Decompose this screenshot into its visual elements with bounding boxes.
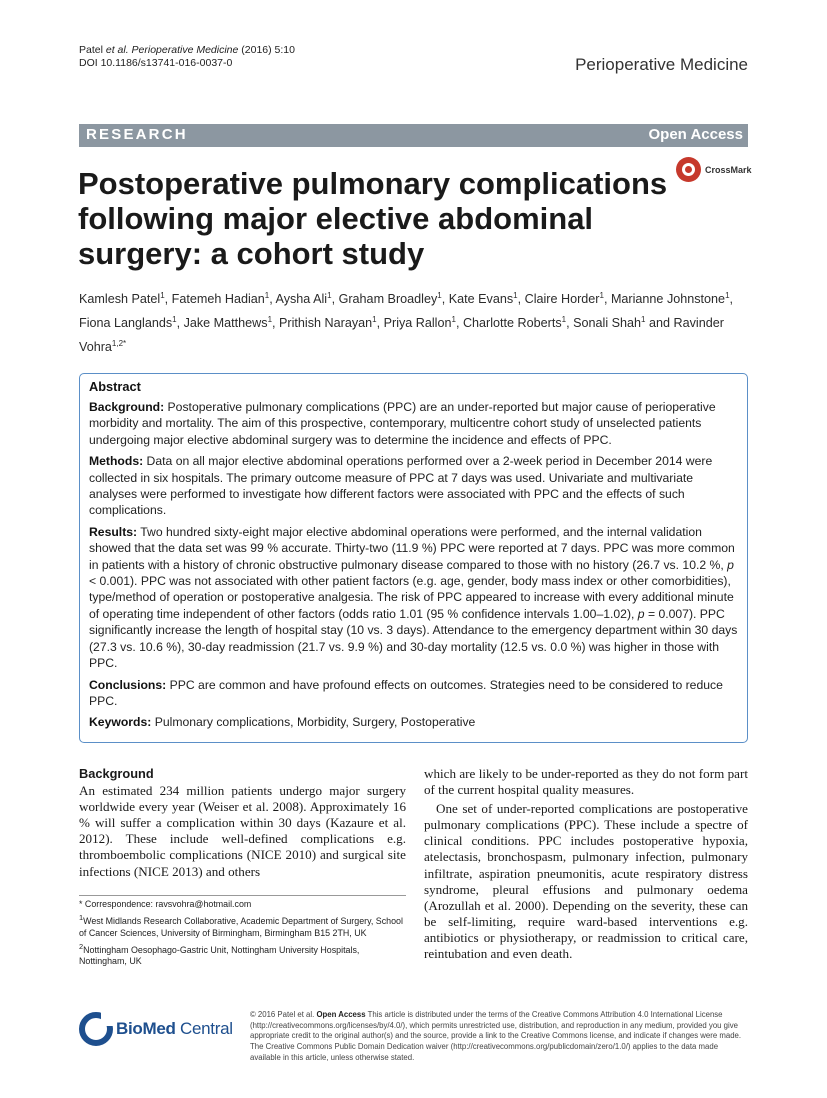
author-name[interactable]: Aysha Ali$^1$ — [275, 291, 332, 307]
abstract-conclusions: Conclusions: PPC are common and have profound effects on outcomes. Strategies need to be considered to reduce PPC. — [89, 677, 723, 708]
body-column-left — [79, 766, 406, 880]
publisher-logo — [79, 1012, 233, 1046]
abstract-background: Background: Postoperative pulmonary complications (PPC) are an under-reported but major cause of perioperative morbidity and mortality. The aim of this prospective, contemporary, multicentre cohort study of unselected patients undergoing major elective abdominal surgery was to determine the incidence and effects of PPC. — [89, 400, 716, 447]
author-name[interactable]: Fatemeh Hadian$^1$ — [171, 291, 270, 307]
biomed-central-icon — [79, 1012, 113, 1046]
open-access-label: Open Access — [648, 126, 743, 143]
article-type-band — [79, 124, 748, 147]
author-affiliation-mark: 1 — [267, 314, 273, 324]
footnotes — [79, 899, 406, 969]
abstract-heading: Abstract — [89, 379, 141, 394]
author-affiliation-mark: 1 — [437, 291, 442, 300]
journal-name: Perioperative Medicine — [575, 55, 748, 74]
author-name[interactable]: Kate Evans$^1$ — [448, 291, 518, 307]
license-statement: © 2016 Patel et al. Open Access This article is distributed under the terms of the Creative Commons Attribution 4.0 International License (http://creativecommons.org/licenses/by/4.0/), which permits unrestricted use, distribution, and reproduction in any medium, provided you give appropriate credit to the original author(s) and the source, provide a link to the Creative Commons license, and indicate if changes were made. The Creative Commons Public Domain Dedication waiver (http://creativecommons.org/publicdomain/zero/1.0/) applies to the data made available in this article, unless otherwise stated. — [250, 1010, 742, 1062]
abstract-box — [79, 373, 748, 743]
author-name[interactable]: Marianne Johnstone$^1$ — [610, 291, 730, 307]
doi-line[interactable]: DOI 10.1186/s13741-016-0037-0 — [79, 57, 233, 69]
author-list: Kamlesh Patel$^1$, Fatemeh Hadian$^1$, Aysha Ali$^1$, Graham Broadley$^1$, Kate Evans$^1$, Claire Horder$^1$, Marianne Johnstone$^1$, Fiona Langlands$^1$, Jake Matthews$^1$, Prithish Narayan$^1$, Priya Rallon$^1$, Charlotte Roberts$^1$, Sonali Shah$^1$ and Ravinder Vohra$^{1,2*}$ — [79, 291, 734, 354]
author-affiliation-mark: 1 — [327, 291, 332, 300]
crossmark-badge[interactable] — [676, 157, 752, 182]
author-name[interactable]: Fiona Langlands$^1$ — [79, 314, 177, 330]
crossmark-label: CrossMark — [705, 164, 752, 175]
body-paragraph: One set of under-reported complications are postoperative pulmonary complications (PPC). These include a spectre of clinical conditions. PPC includes postoperative hypoxia, atelectasis, bronchospasm, pulmonary infection, pulmonary infiltrate, aspiration pneumonitis, acute respiratory distress syndrome, pleural effusions and pulmonary oedema (Arozullah et al. 2000). Depending on the severity, these can be self-limiting, require ward-based interventions e.g. antibiotics or physiotherapy, or readmission to critical care, reintubation and even death. — [424, 801, 748, 962]
body-column-right — [424, 766, 748, 962]
author-name[interactable]: Priya Rallon$^1$ — [383, 314, 456, 330]
author-name[interactable]: Ravinder Vohra$^{1,2*}$ — [79, 315, 724, 354]
affiliation-1: $^1$West Midlands Research Collaborative, Academic Department of Surgery, School of Cancer Sciences, University of Birmingham, Birmingham B15 2TH, UK — [79, 913, 403, 938]
citation-volume: (2016) 5:10 — [238, 44, 295, 56]
author-affiliation-mark: 1 — [160, 291, 165, 300]
author-name[interactable]: Sonali Shah$^1$ — [573, 314, 646, 330]
author-affiliation-mark: 1 — [641, 314, 646, 324]
publisher-logo-text: BioMed Central — [116, 1019, 233, 1038]
author-name[interactable]: Jake Matthews$^1$ — [183, 314, 273, 330]
citation-authors: Patel — [79, 44, 106, 56]
abstract-results: Results: Two hundred sixty-eight major elective abdominal operations were performed, and the internal validation showed that the data set was 99 % accurate. Thirty-two (11.9 %) PPC were reported at 7 days. PPC was more common in patients with a history of chronic obstructive pulmonary disease compared to those with no history (26.7 vs. 10.2 %, p < 0.001). PPC was not associated with other patient factors (e.g. age, gender, body mass index or other comorbidities), type/method of operation or postoperative analgesia. The risk of PPC appeared to increase with every additional minute of operating time independent of other factors (odds ratio 1.01 (95 % confidence intervals 1.00–1.02), p = 0.007). PPC significantly increase the length of hospital stay (10 vs. 3 days). Attendance to the emergency department within 30 days (27.3 vs. 10.6 %), 30-day readmission (21.7 vs. 9.9 %) and 30-day mortality (12.5 vs. 0.0 %) was higher in those with PPC. — [89, 524, 738, 671]
author-affiliation-mark: 1 — [599, 291, 604, 300]
author-affiliation-mark: 1 — [451, 314, 456, 324]
author-affiliation-mark: 1 — [513, 291, 518, 300]
citation-header — [79, 44, 295, 70]
author-affiliation-mark: 1,2* — [111, 338, 127, 348]
author-affiliation-mark: 1 — [172, 314, 177, 324]
article-title: Postoperative pulmonary complications following major elective abdominal surgery: a cohort study — [78, 166, 668, 271]
author-affiliation-mark: 1 — [372, 314, 377, 324]
footnote-divider — [79, 895, 406, 896]
body-paragraph: An estimated 234 million patients undergo major surgery worldwide every year (Weiser et al. 2008). Approximately 16 % will suffer a complication within 30 days (Kazaure et al. 2012). These include well-defined complications e.g. thromboembolic complications (NICE 2010) and surgical site infections (NICE 2013) and others — [79, 783, 406, 879]
citation-line — [79, 44, 295, 57]
author-affiliation-mark: 1 — [725, 291, 730, 300]
author-name[interactable]: Claire Horder$^1$ — [524, 291, 604, 307]
citation-journal: et al. Perioperative Medicine — [105, 44, 239, 56]
affiliation-2: $^2$Nottingham Oesophago-Gastric Unit, Nottingham University Hospitals, Nottingham, UK — [79, 941, 360, 967]
section-heading-background: Background — [79, 766, 154, 781]
crossmark-icon — [676, 157, 701, 182]
author-name[interactable]: Prithish Narayan$^1$ — [279, 314, 377, 330]
author-affiliation-mark: 1 — [264, 291, 270, 300]
author-name[interactable]: Charlotte Roberts$^1$ — [462, 314, 567, 330]
author-name[interactable]: Graham Broadley$^1$ — [338, 291, 442, 307]
abstract-methods: Methods: Data on all major elective abdominal operations performed over a 2-week period in December 2014 were collected in six hospitals. The primary outcome measure of PPC at 7 days was used. Univariate and multivariate analyses were performed to investigate how different factors were associated with PPC and the effects of such complications. — [89, 454, 713, 518]
abstract-keywords: Keywords: Pulmonary complications, Morbidity, Surgery, Postoperative — [89, 715, 476, 730]
author-joiner: and — [648, 315, 674, 330]
article-type-label: RESEARCH — [86, 126, 188, 143]
author-name[interactable]: Kamlesh Patel$^1$ — [79, 291, 165, 307]
body-paragraph: which are likely to be under-reported as they do not form part of the current hospital quality measures. — [424, 766, 748, 798]
correspondence-note: * Correspondence: ravsvohra@hotmail.com — [79, 899, 252, 909]
author-affiliation-mark: 1 — [561, 314, 567, 324]
